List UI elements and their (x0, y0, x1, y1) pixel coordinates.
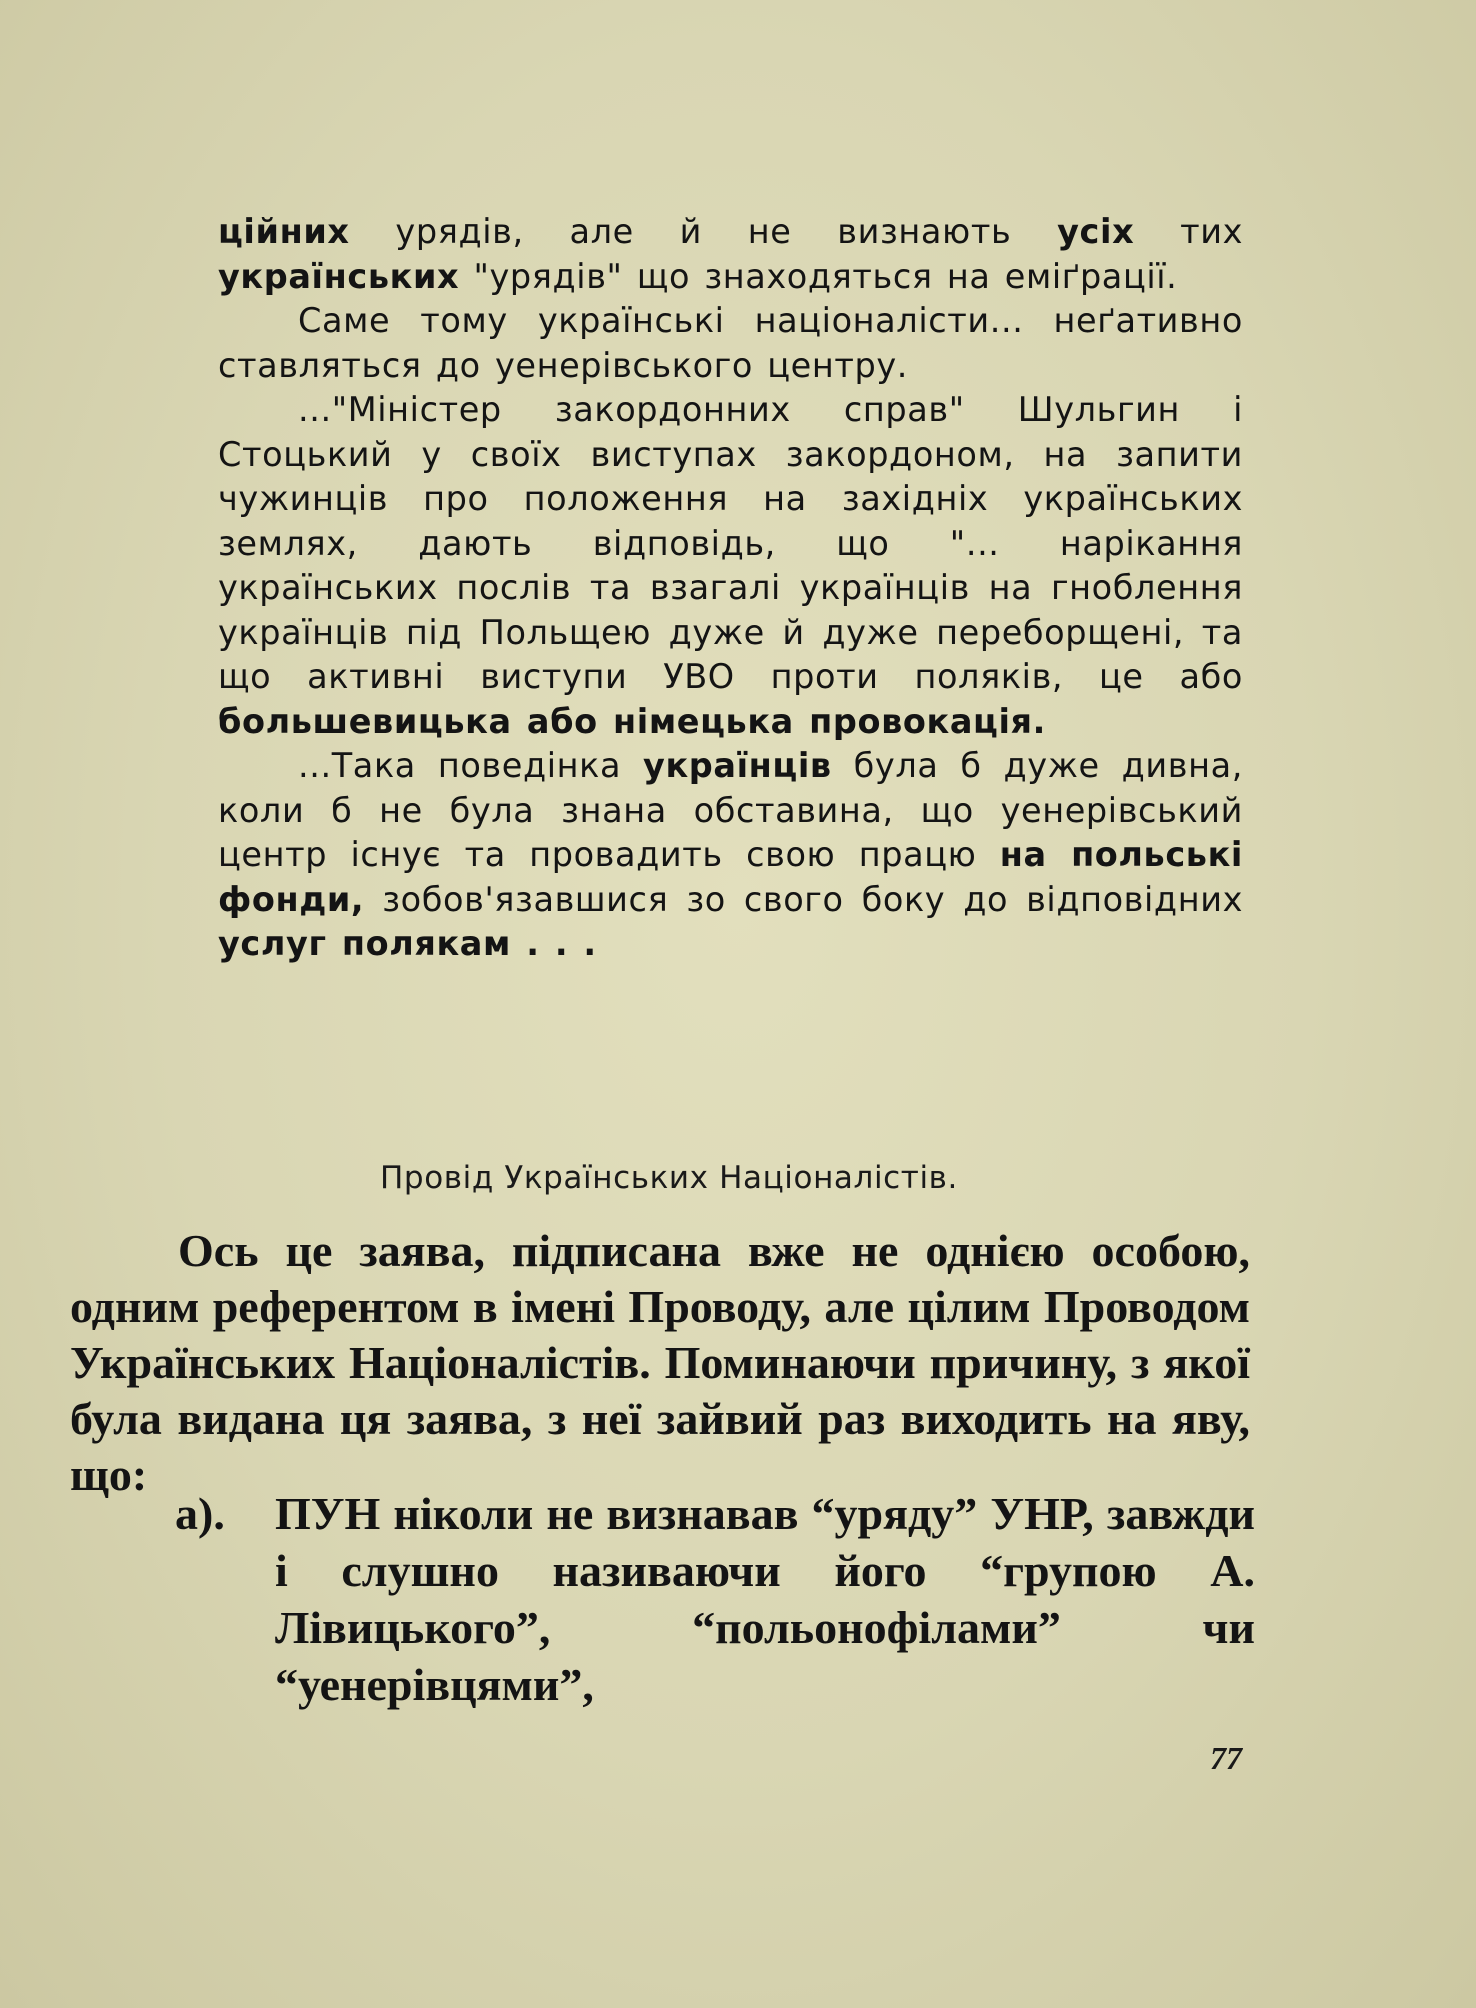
text-run: урядів, але й не визнають (349, 212, 1058, 251)
text-run: ...Така поведінка (298, 746, 644, 785)
bold-phrase: ційних (218, 212, 350, 251)
bold-phrase: усіх (1057, 212, 1135, 251)
list-item-text: ПУН ніколи не визнавав “уряду” УНР, завжди і слушно називаючи його “групою А. Лівицького”, “польонофілами” чи “уенерівцями”, (275, 1488, 1255, 1710)
bold-phrase: на польські фонди, (218, 835, 1244, 919)
quote-paragraph-3 (218, 388, 1243, 744)
statement-signature: Провід Українських Націоналістів. (380, 1160, 958, 1196)
bold-phrase: услуг полякам . . . (218, 924, 597, 963)
page-number: 77 (1210, 1740, 1242, 1776)
text-run: була б дуже дивна, коли б не була знана обставина, що уенерівський центр існує та провадить свою працю (218, 746, 1243, 874)
bold-phrase: українців (643, 746, 832, 785)
body-paragraph: Ось це заява, підписана вже не однією особою, одним референтом в імені Проводу, але цілим Проводом Українських Націоналістів. Поминаючи причину, з якої була видана ця заява, з неї зайвий раз виходить на яву, що: (70, 1225, 1250, 1500)
text-run: ..."Міністер закордонних справ" Шульгин і Стоцький у своїх виступах закордоном, на запити чужинців про положення на західніх українських землях, дають відповідь, що "... нарікання українських послів та взагалі українців на гноблення українців під Польщею дуже й дуже переборщені, та що активні виступи УВО проти поляків, це або (218, 390, 1243, 696)
bold-phrase: українських (218, 256, 460, 296)
bold-phrase: большевицька або німецька провокація. (218, 701, 1046, 741)
quote-paragraph-2: Саме тому українські націоналісти... неґативно ставляться до уенерівського центру. (218, 301, 1243, 385)
text-run: зобов'язавшися зо свого боку до відповідних (364, 879, 1243, 919)
text-run: тих (1134, 212, 1243, 251)
list-item (175, 1485, 1255, 1713)
quote-paragraph-1 (218, 210, 1243, 299)
main-text (70, 1223, 1250, 1503)
text-run: "урядів" що знаходяться на еміґрації. (459, 256, 1178, 296)
list-marker: а). (175, 1488, 225, 1539)
quote-paragraph-4 (218, 744, 1243, 967)
quoted-statement (218, 210, 1243, 967)
